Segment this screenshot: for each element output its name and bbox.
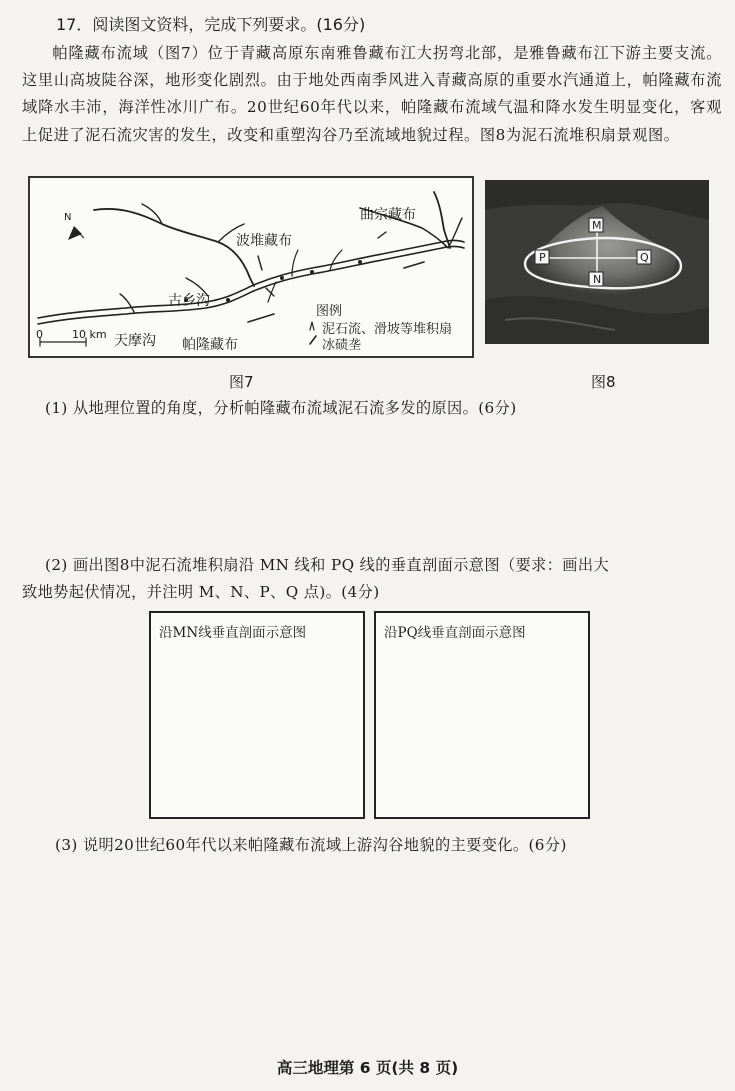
point-m: M [592, 219, 602, 232]
debris-fan-landscape [485, 180, 709, 344]
legend-moraine: 冰碛垄 [322, 338, 362, 353]
sub-question-2-line1: (2) 画出图8中泥石流堆积扇沿 MN 线和 PQ 线的垂直剖面示意图（要求：画出大 [45, 556, 610, 574]
label-guxiang: 古乡沟 [168, 293, 210, 309]
north-label: N [64, 212, 72, 223]
north-arrow-icon [68, 226, 84, 240]
legend-debris-fan: 泥石流、滑坡等堆积扇 [322, 322, 453, 337]
point-p: P [539, 251, 546, 264]
answer-box-pq-title: 沿PQ线垂直剖面示意图 [384, 625, 526, 641]
scale-ten: 10 km [72, 328, 107, 341]
point-n: N [593, 273, 602, 286]
answer-box-pq[interactable] [374, 611, 590, 819]
label-tianmo: 天摩沟 [114, 333, 156, 349]
point-q: Q [640, 251, 649, 264]
label-quzong: 曲宗藏布 [360, 207, 416, 223]
answer-box-mn-title: 沿MN线垂直剖面示意图 [159, 625, 307, 641]
scale-zero: 0 [36, 328, 43, 341]
intro-paragraph [22, 40, 722, 149]
figure8-photo [485, 180, 709, 344]
question-heading: 17．阅读图文资料，完成下列要求。(16分) [56, 15, 366, 34]
figure8-caption: 图8 [591, 373, 616, 391]
legend-title: 图例 [316, 304, 343, 319]
sub-question-3: (3) 说明20世纪60年代以来帕隆藏布流域上游沟谷地貌的主要变化。(6分) [55, 836, 567, 854]
figure7-map [28, 176, 474, 358]
sub-question-1: (1) 从地理位置的角度，分析帕隆藏布流域泥石流多发的原因。(6分) [45, 399, 517, 417]
label-palong: 帕隆藏布 [182, 337, 238, 353]
figure7-caption: 图7 [229, 373, 254, 391]
intro-text: 帕隆藏布流域（图7）位于青藏高原东南雅鲁藏布江大拐弯北部，是雅鲁藏布江下游主要支流。这里山高坡陡谷深，地形变化剧烈。由于地处西南季风进入青藏高原的重要水汽通道上，帕隆藏布流域降水丰沛，海洋性冰川广布。20世纪60年代以来，帕隆藏布流域气温和降水发生明显变化，客观上促进了泥石流灾害的发生，改变和重塑沟谷乃至流域地貌过程。图8为泥石流堆积扇景观图。 [22, 44, 722, 144]
label-bodui: 波堆藏布 [236, 233, 292, 249]
page-footer: 高三地理第 6 页(共 8 页) [276, 1059, 459, 1077]
answer-box-mn[interactable] [149, 611, 365, 819]
sub-question-2-line2: 致地势起伏情况，并注明 M、N、P、Q 点)。(4分) [22, 583, 380, 601]
